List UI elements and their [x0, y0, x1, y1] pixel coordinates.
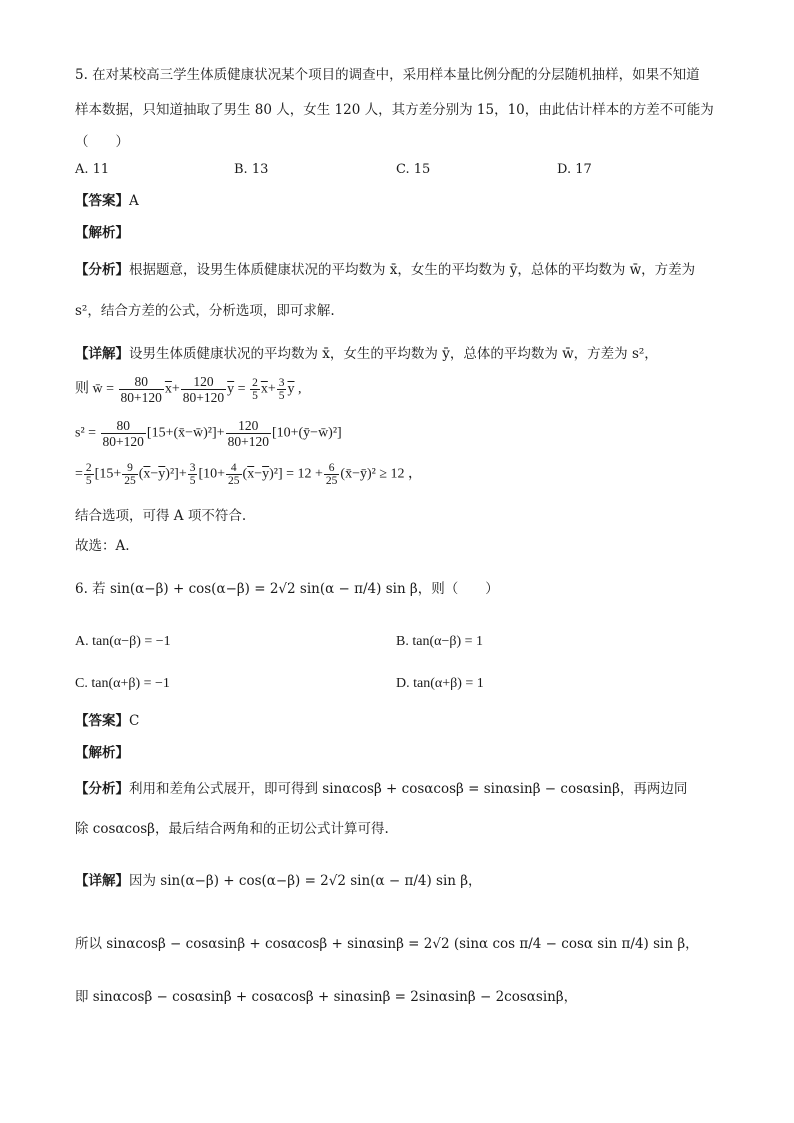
frac-num: 4: [226, 462, 242, 475]
q5-eq3-frac4: [226, 462, 242, 487]
frac-num: 2: [85, 462, 92, 474]
q5-eq3-frac5: [324, 462, 340, 487]
q5-eq1-frac3: [250, 377, 260, 402]
q5-fenxi-line2: s²，结合方差的公式，分析选项，即可求解.: [75, 303, 335, 319]
frac-num: 3: [189, 462, 196, 474]
q5-fenxi-text1: 根据题意，设男生体质健康状况的平均数为 x̄，女生的平均数为 ȳ，总体的平均数为 w̄，方差为: [129, 262, 696, 278]
q5-eq1-frac4: [277, 377, 287, 402]
q5-eq2-b: [10+(ȳ−w̄)²]: [271, 425, 342, 441]
q6-stem: 6. 若 sin(α−β) + cos(α−β) = 2√2 sin(α − π/4) sin β，则（ ）: [75, 581, 499, 597]
q5-stem-line1: 5. 在对某校高三学生体质健康状况某个项目的调查中，采用样本量比例分配的分层随机抽样，如果不知道: [75, 67, 700, 83]
frac-den: 80+120: [227, 434, 269, 449]
q5-eq1-prefix: 则 w̄ =: [75, 381, 115, 397]
q6-fenxi-text1: 利用和差角公式展开，即可得到 sinαcosβ + cosαcosβ = sinαsinβ − cosαsinβ，再两边同: [129, 781, 688, 797]
frac-den: 25: [228, 475, 240, 487]
q6-answer-tag: 【答案】: [75, 713, 129, 729]
q6-answer-value: C: [129, 713, 140, 729]
q5-choice-d: D. 17: [557, 162, 592, 177]
q5-eq2-frac1: [101, 418, 146, 449]
q6-detail-text1: 因为 sin(α−β) + cos(α−β) = 2√2 sin(α − π/4) sin β，: [129, 873, 482, 889]
q5-eq1: 则 w̄ = $\frac{80}{80+120}$ $\overline{x}+$ $\frac{120}{80+120}$ $\overline{y}$ = $\frac{2}{5}$ $\overline{x}+$ $\frac{3}{5}$ $\overline{y}$ ,: [75, 374, 302, 405]
q6-detail-line3: 即 sinαcosβ − cosαsinβ + cosαcosβ + sinαsinβ = 2sinαsinβ − 2cosαsinβ，: [75, 989, 578, 1005]
q6-choice-a: A. tan(α−β) = −1: [75, 634, 171, 649]
frac-num: 9: [122, 462, 138, 475]
q5-eq3-frac3: [188, 462, 198, 487]
q5-detail-line1: [75, 345, 658, 363]
frac-den: 80+120: [102, 434, 144, 449]
q5-analysis-tag: 【解析】: [75, 225, 129, 241]
frac-den: 25: [124, 475, 136, 487]
q6-choice-c: C. tan(α+β) = −1: [75, 676, 170, 691]
q5-eq1-frac2: [181, 374, 226, 405]
q5-detail-tag: 【详解】: [75, 346, 129, 362]
q6-detail-line2: 所以 sinαcosβ − cosαsinβ + cosαcosβ + sinαsinβ = 2√2 (sinα cos π/4 − cosα sin π/4) sin β，: [75, 936, 699, 952]
frac-num: 80: [119, 374, 164, 390]
frac-den: 5: [278, 390, 285, 402]
q5-eq2-frac2: [226, 418, 271, 449]
frac-den: 5: [85, 475, 92, 487]
q6-detail-tag: 【详解】: [75, 873, 129, 889]
q5-eq2: s² = $\frac{80}{80+120}$ [15+(x̄−w̄)²]+ $\frac{120}{80+120}$ [10+(ȳ−w̄)²]: [75, 418, 342, 449]
q5-choice-a: A. 11: [75, 162, 110, 177]
q6-fenxi-tag: 【分析】: [75, 781, 129, 797]
q5-answer-value: A: [129, 193, 139, 209]
frac-den: 5: [252, 390, 258, 402]
q6-choice-b: B. tan(α−β) = 1: [396, 634, 484, 649]
frac-num: 3: [278, 377, 285, 389]
frac-num: 2: [252, 377, 258, 389]
q6-analysis-tag: 【解析】: [75, 745, 129, 761]
q5-detail-text1: 设男生体质健康状况的平均数为 x̄，女生的平均数为 ȳ，总体的平均数为 w̄，方差为 s²，: [129, 346, 658, 362]
q5-choice-c: C. 15: [396, 162, 431, 177]
q5-fenxi-tag: 【分析】: [75, 262, 129, 278]
frac-den: 5: [189, 475, 196, 487]
q5-stem-line3: （ ）: [75, 134, 129, 150]
frac-den: 80+120: [182, 390, 225, 405]
q5-stem-line2: 样本数据，只知道抽取了男生 80 人，女生 120 人，其方差分别为 15，10，由此估计样本的方差不可能为: [75, 102, 714, 118]
q6-fenxi-line1: [75, 780, 687, 798]
q5-eq3-tail: (x̄−ȳ)² ≥ 12 ，: [340, 466, 423, 482]
q5-pick: 故选：A.: [75, 538, 130, 554]
q6-fenxi-line2: 除 cosαcosβ，最后结合两角和的正切公式计算可得.: [75, 821, 389, 837]
q6-answer: [75, 712, 139, 730]
frac-num: 6: [324, 462, 340, 475]
q5-eq1-frac1: [119, 374, 164, 405]
q5-eq3: = $\frac{2}{5}$ [15+ $\frac{9}{25}$ $(\overline{x}-\overline{y})^2]+$ $\frac{3}{5}$ [10+ $\frac{4}{25}$ $(\overline{x}-\overline{y})^2] = 12$ + $\frac{6}{25}$ (x̄−ȳ)² ≥ 12 ，: [75, 462, 423, 487]
q5-eq3-frac1: [84, 462, 94, 487]
q5-conclude: 结合选项，可得 A 项不符合.: [75, 508, 247, 524]
q5-answer-tag: 【答案】: [75, 193, 129, 209]
q5-answer: [75, 192, 139, 210]
q5-choice-b: B. 13: [234, 162, 269, 177]
frac-num: 120: [181, 374, 226, 390]
q5-eq3-frac2: [122, 462, 138, 487]
frac-num: 80: [101, 418, 146, 434]
frac-den: 80+120: [120, 390, 162, 405]
frac-num: 120: [226, 418, 271, 434]
frac-den: 25: [325, 475, 338, 487]
q6-detail-line1: [75, 872, 482, 890]
q6-choice-d: D. tan(α+β) = 1: [396, 676, 484, 691]
q5-eq2-a: [15+(x̄−w̄)²]+: [146, 425, 225, 441]
q5-fenxi-line1: [75, 261, 695, 279]
